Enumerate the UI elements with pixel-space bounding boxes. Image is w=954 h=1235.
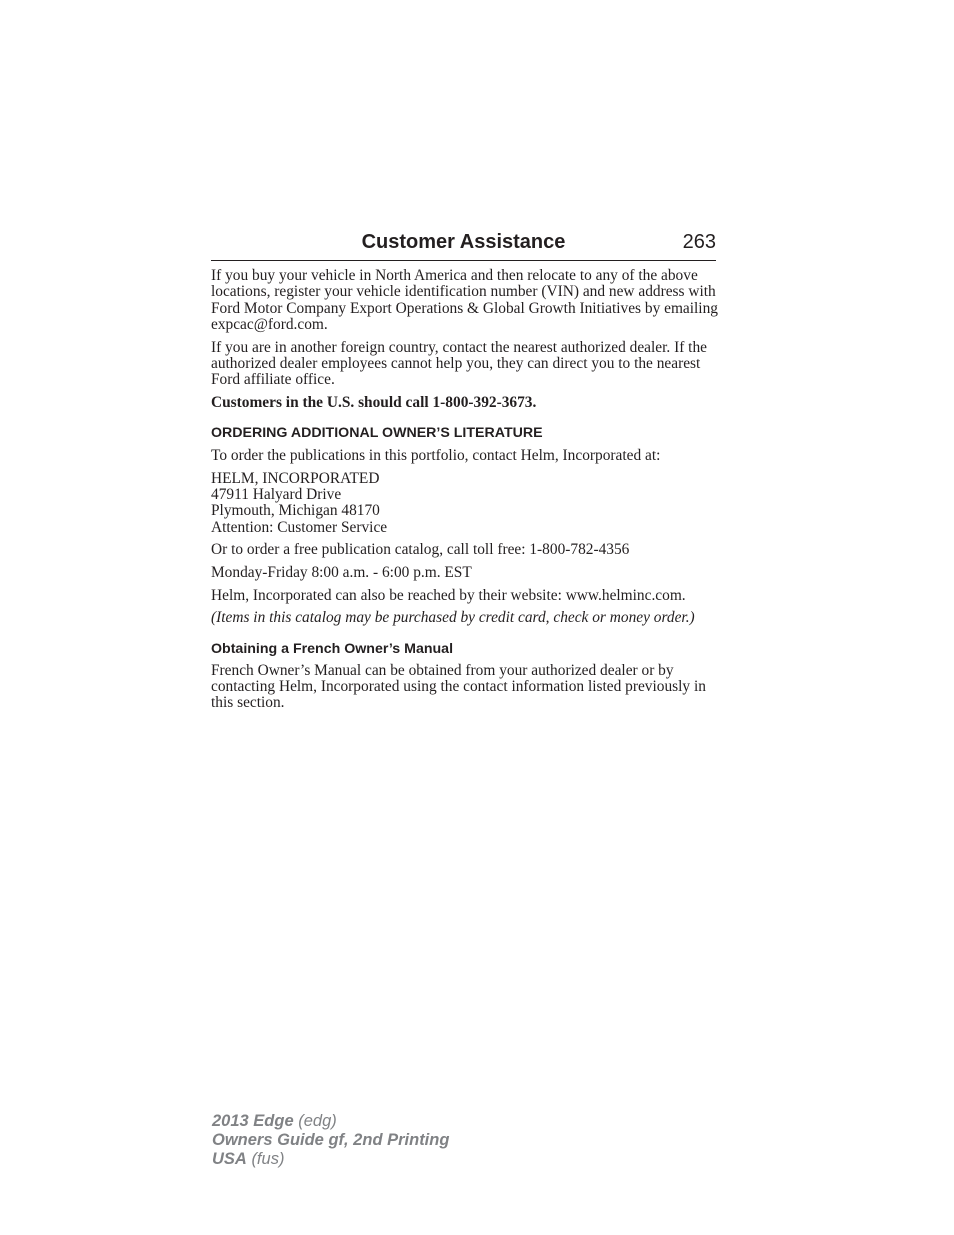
footer-region: USA (212, 1150, 247, 1168)
page-number: 263 (682, 231, 716, 253)
paragraph-order: To order the publications in this portfolio, contact Helm, Incorporated at: (211, 447, 661, 465)
footer-guide-line (212, 1131, 449, 1150)
footer-model: 2013 Edge (212, 1112, 294, 1130)
address-line: HELM, INCORPORATED (211, 469, 380, 487)
paragraph-payment: (Items in this catalog may be purchased by credit card, check or money order.) (211, 609, 695, 627)
address-block (211, 471, 721, 536)
heading-french-manual: Obtaining a French Owner’s Manual (211, 640, 454, 657)
page-header (211, 229, 716, 261)
paragraph-french-manual: French Owner’s Manual can be obtained from your authorized dealer or by contacting Helm, Incorporated using the contact information listed previously in this section. (211, 661, 706, 712)
paragraph-hours: Monday-Friday 8:00 a.m. - 6:00 p.m. EST (211, 564, 472, 582)
footer-region-code: (fus) (251, 1150, 285, 1168)
address-line: Plymouth, Michigan 48170 (211, 502, 380, 520)
address-line: Attention: Customer Service (211, 518, 388, 536)
paragraph-catalog: Or to order a free publication catalog, call toll free: 1-800-782-4356 (211, 541, 630, 559)
footer-guide: Owners Guide gf, 2nd Printing (212, 1131, 450, 1149)
paragraph-relocate: If you buy your vehicle in North America and then relocate to any of the above locations, register your vehicle identification number (VIN) and new address with Ford Motor Company Export Operations & Global Growth Initiatives by emailing expcac@ford.com. (211, 267, 718, 333)
footer-model-code: (edg) (298, 1112, 337, 1130)
paragraph-us-call: Customers in the U.S. should call 1-800-392-3673. (211, 393, 537, 411)
page-content (211, 268, 721, 718)
paragraph-website: Helm, Incorporated can also be reached by their website: www.helminc.com. (211, 586, 686, 604)
section-title: Customer Assistance (361, 231, 566, 253)
footer-model-line (212, 1112, 449, 1131)
footer-region-line (212, 1150, 449, 1169)
paragraph-foreign-country: If you are in another foreign country, contact the nearest authorized dealer. If the authorized dealer employees cannot help you, they can direct you to the nearest Ford affiliate office. (211, 338, 707, 389)
page-footer (212, 1112, 449, 1169)
address-line: 47911 Halyard Drive (211, 486, 342, 504)
heading-ordering-literature: ORDERING ADDITIONAL OWNER’S LITERATURE (211, 425, 543, 442)
